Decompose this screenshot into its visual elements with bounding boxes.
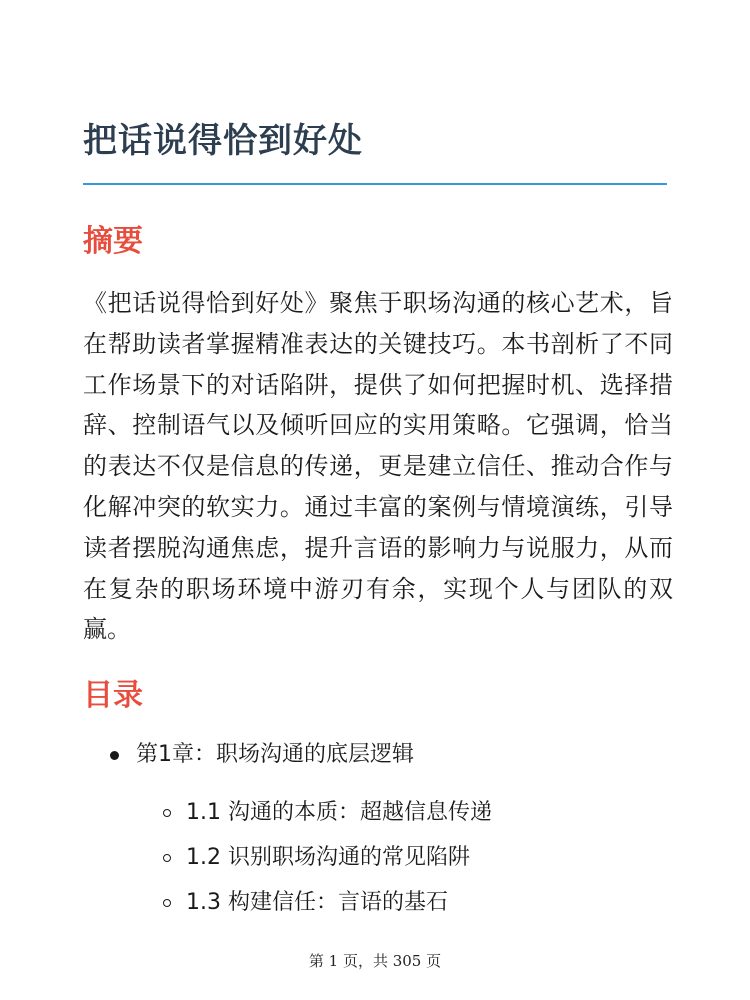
toc-section-label: 1.1 沟通的本质：超越信息传递 (186, 800, 492, 825)
toc-heading: 目录 (83, 678, 143, 713)
document-title: 把话说得恰到好处 (83, 121, 363, 161)
title-divider (83, 183, 667, 185)
toc-section-label: 1.3 构建信任：言语的基石 (186, 890, 448, 915)
summary-paragraph: 《把话说得恰到好处》聚焦于职场沟通的核心艺术，旨在帮助读者掌握精准表达的关键技巧。本书剖析了不同工作场景下的对话陷阱，提供了如何把握时机、选择措辞、控制语气以及倾听回应的实用策略。它强调，恰当的表达不仅是信息的传递，更是建立信任、推动合作与化解冲突的软实力。通过丰富的案例与情境演练，引导读者摆脱沟通焦虑，提升言语的影响力与说服力，从而在复杂的职场环境中游刃有余，实现个人与团队的双赢。 (83, 289, 673, 644)
toc-section-item (163, 841, 470, 875)
toc-section-item (163, 796, 492, 830)
bullet-circle-icon (163, 854, 171, 862)
page-number-footer: 第 1 页，共 305 页 (308, 952, 442, 970)
bullet-circle-icon (163, 899, 171, 907)
toc-chapter-item (110, 738, 414, 772)
bullet-disc-icon (110, 751, 119, 760)
bullet-circle-icon (163, 809, 171, 817)
toc-chapter-label: 第1章：职场沟通的底层逻辑 (136, 742, 414, 767)
toc-section-item (163, 886, 448, 920)
toc-section-label: 1.2 识别职场沟通的常见陷阱 (186, 845, 470, 870)
summary-heading: 摘要 (83, 224, 143, 259)
